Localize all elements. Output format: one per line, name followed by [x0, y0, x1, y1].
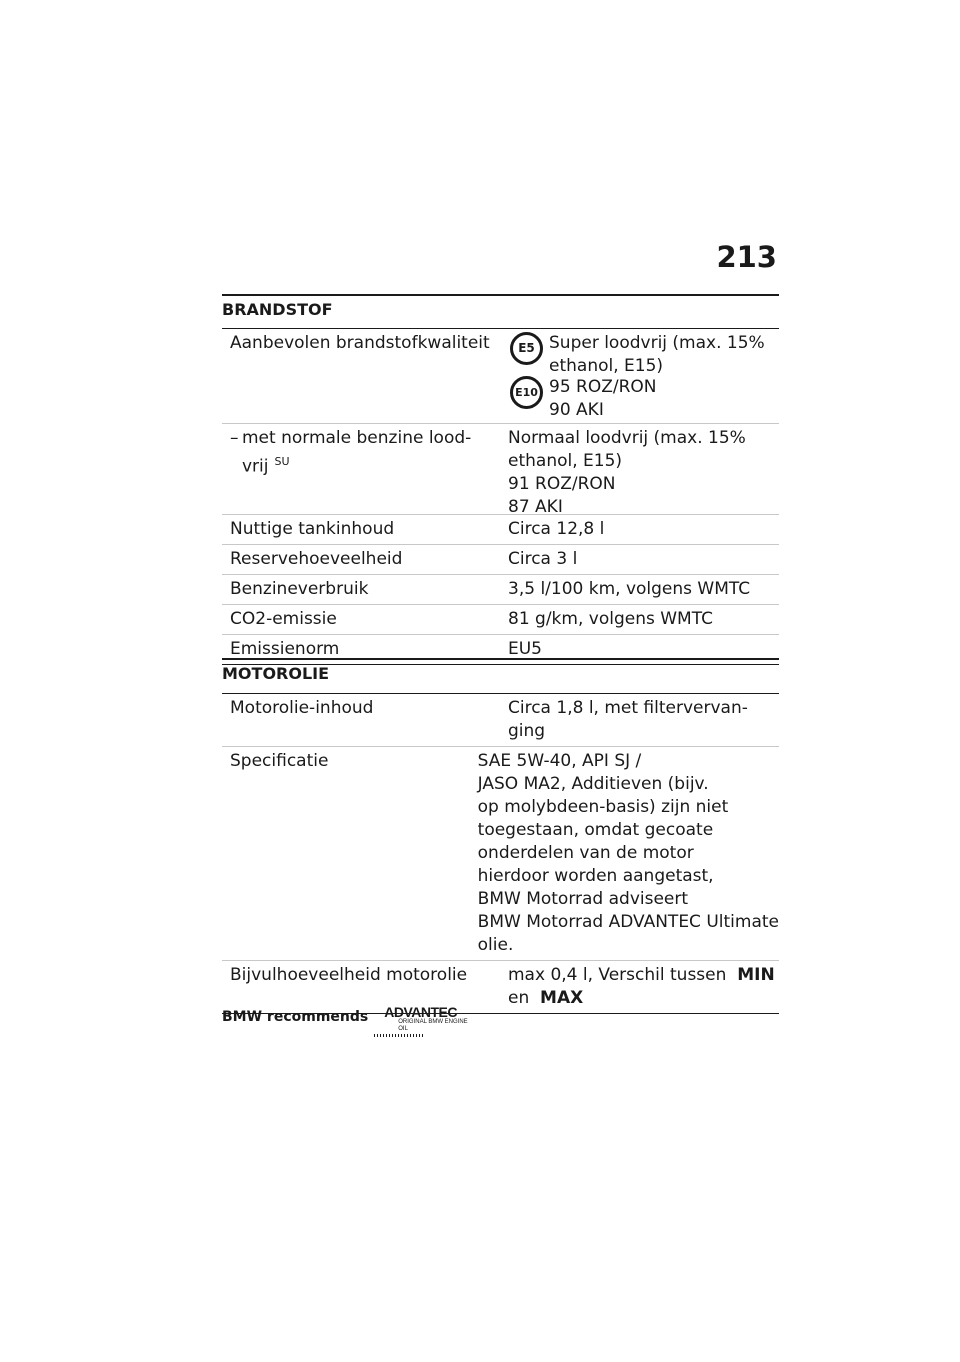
table-row — [222, 515, 779, 545]
logo-stripe-icon — [374, 1034, 424, 1037]
table-row — [222, 424, 779, 515]
oil-spec-value — [470, 747, 779, 960]
normal-line2: ethanol, E15) — [508, 451, 623, 471]
spec-line: op molybdeen-basis) zijn niet — [477, 797, 729, 817]
oil-spec-label: Specificatie — [230, 751, 329, 771]
recommended-fuel-value — [500, 329, 779, 423]
oil-capacity-line2: ging — [508, 721, 546, 741]
oil-heading: MOTOROLIE — [222, 658, 779, 693]
spec-line: SAE 5W-40, API SJ / — [477, 751, 642, 771]
oil-section — [222, 658, 779, 1014]
topup-text1: max 0,4 l, Verschil tussen — [508, 965, 727, 985]
recommended-line4: 90 AKI — [549, 400, 604, 420]
table-row — [222, 575, 779, 605]
recommended-line1: Super loodvrij (max. 15% — [549, 333, 765, 353]
table-row — [222, 605, 779, 635]
table-row — [222, 694, 779, 747]
footer-text: BMW recommends — [222, 1009, 369, 1025]
spec-line: toegestaan, omdat gecoate — [477, 820, 714, 840]
row-label: Reservehoeveelheid — [230, 549, 403, 569]
row-value: Circa 3 l — [508, 549, 578, 569]
min-label: MIN — [737, 965, 775, 985]
topup-text2: en — [508, 988, 530, 1008]
recommended-line2: ethanol, E15) — [549, 356, 664, 376]
table-row — [222, 329, 779, 424]
normal-fuel-value — [500, 424, 779, 517]
oil-topup-label: Bijvulhoeveelheid motorolie — [230, 965, 468, 985]
row-value: 81 g/km, volgens WMTC — [508, 609, 713, 629]
e10-badge-icon: E10 — [510, 376, 543, 409]
row-label: Benzineverbruik — [230, 579, 369, 599]
table-row — [222, 747, 779, 961]
oil-capacity-value — [500, 694, 779, 746]
spec-line: olie. — [477, 935, 514, 955]
row-value: 3,5 l/100 km, volgens WMTC — [508, 579, 751, 599]
oil-capacity-label: Motorolie-inhoud — [230, 698, 374, 718]
normal-label-line2: vrij — [242, 456, 269, 477]
oil-topup-value — [500, 961, 779, 1013]
row-value: Circa 12,8 l — [508, 519, 605, 539]
max-label: MAX — [540, 988, 584, 1008]
page-number: 213 — [716, 240, 777, 274]
e5-badge-icon: E5 — [510, 332, 543, 365]
spec-line: hierdoor worden aangetast, — [477, 866, 714, 886]
logo-sub-text: ORIGINAL BMW ENGINE OIL — [398, 1019, 468, 1032]
oil-capacity-line1: Circa 1,8 l, met filtervervan- — [508, 698, 748, 718]
normal-fuel-label — [222, 424, 500, 514]
normal-line1: Normaal loodvrij (max. 15% — [508, 428, 746, 448]
table-row — [222, 545, 779, 575]
row-label: CO2-emissie — [230, 609, 337, 629]
recommended-line3: 95 ROZ/RON — [549, 377, 657, 397]
recommended-fuel-label: Aanbevolen brandstofkwaliteit — [230, 333, 490, 353]
normal-line4: 87 AKI — [508, 497, 563, 517]
dash-icon: – — [230, 428, 239, 448]
superscript: SU — [274, 455, 290, 468]
normal-line3: 91 ROZ/RON — [508, 474, 616, 494]
advantec-logo — [374, 1005, 474, 1037]
spec-line: onderdelen van de motor — [477, 843, 694, 863]
spec-line: JASO MA2, Additieven (bijv. — [477, 774, 709, 794]
normal-label-line1: met normale benzine lood- — [242, 428, 472, 448]
fuel-heading: BRANDSTOF — [222, 294, 779, 328]
row-label: Emissienorm — [230, 639, 340, 659]
spec-line: BMW Motorrad ADVANTEC Ultimate — [477, 912, 779, 932]
row-label: Nuttige tankinhoud — [230, 519, 395, 539]
logo-main-text: ADVANTEC — [384, 1004, 457, 1020]
row-value: EU5 — [508, 639, 542, 659]
fuel-section — [222, 294, 779, 665]
footer — [222, 1005, 474, 1037]
spec-line: BMW Motorrad adviseert — [477, 889, 689, 909]
